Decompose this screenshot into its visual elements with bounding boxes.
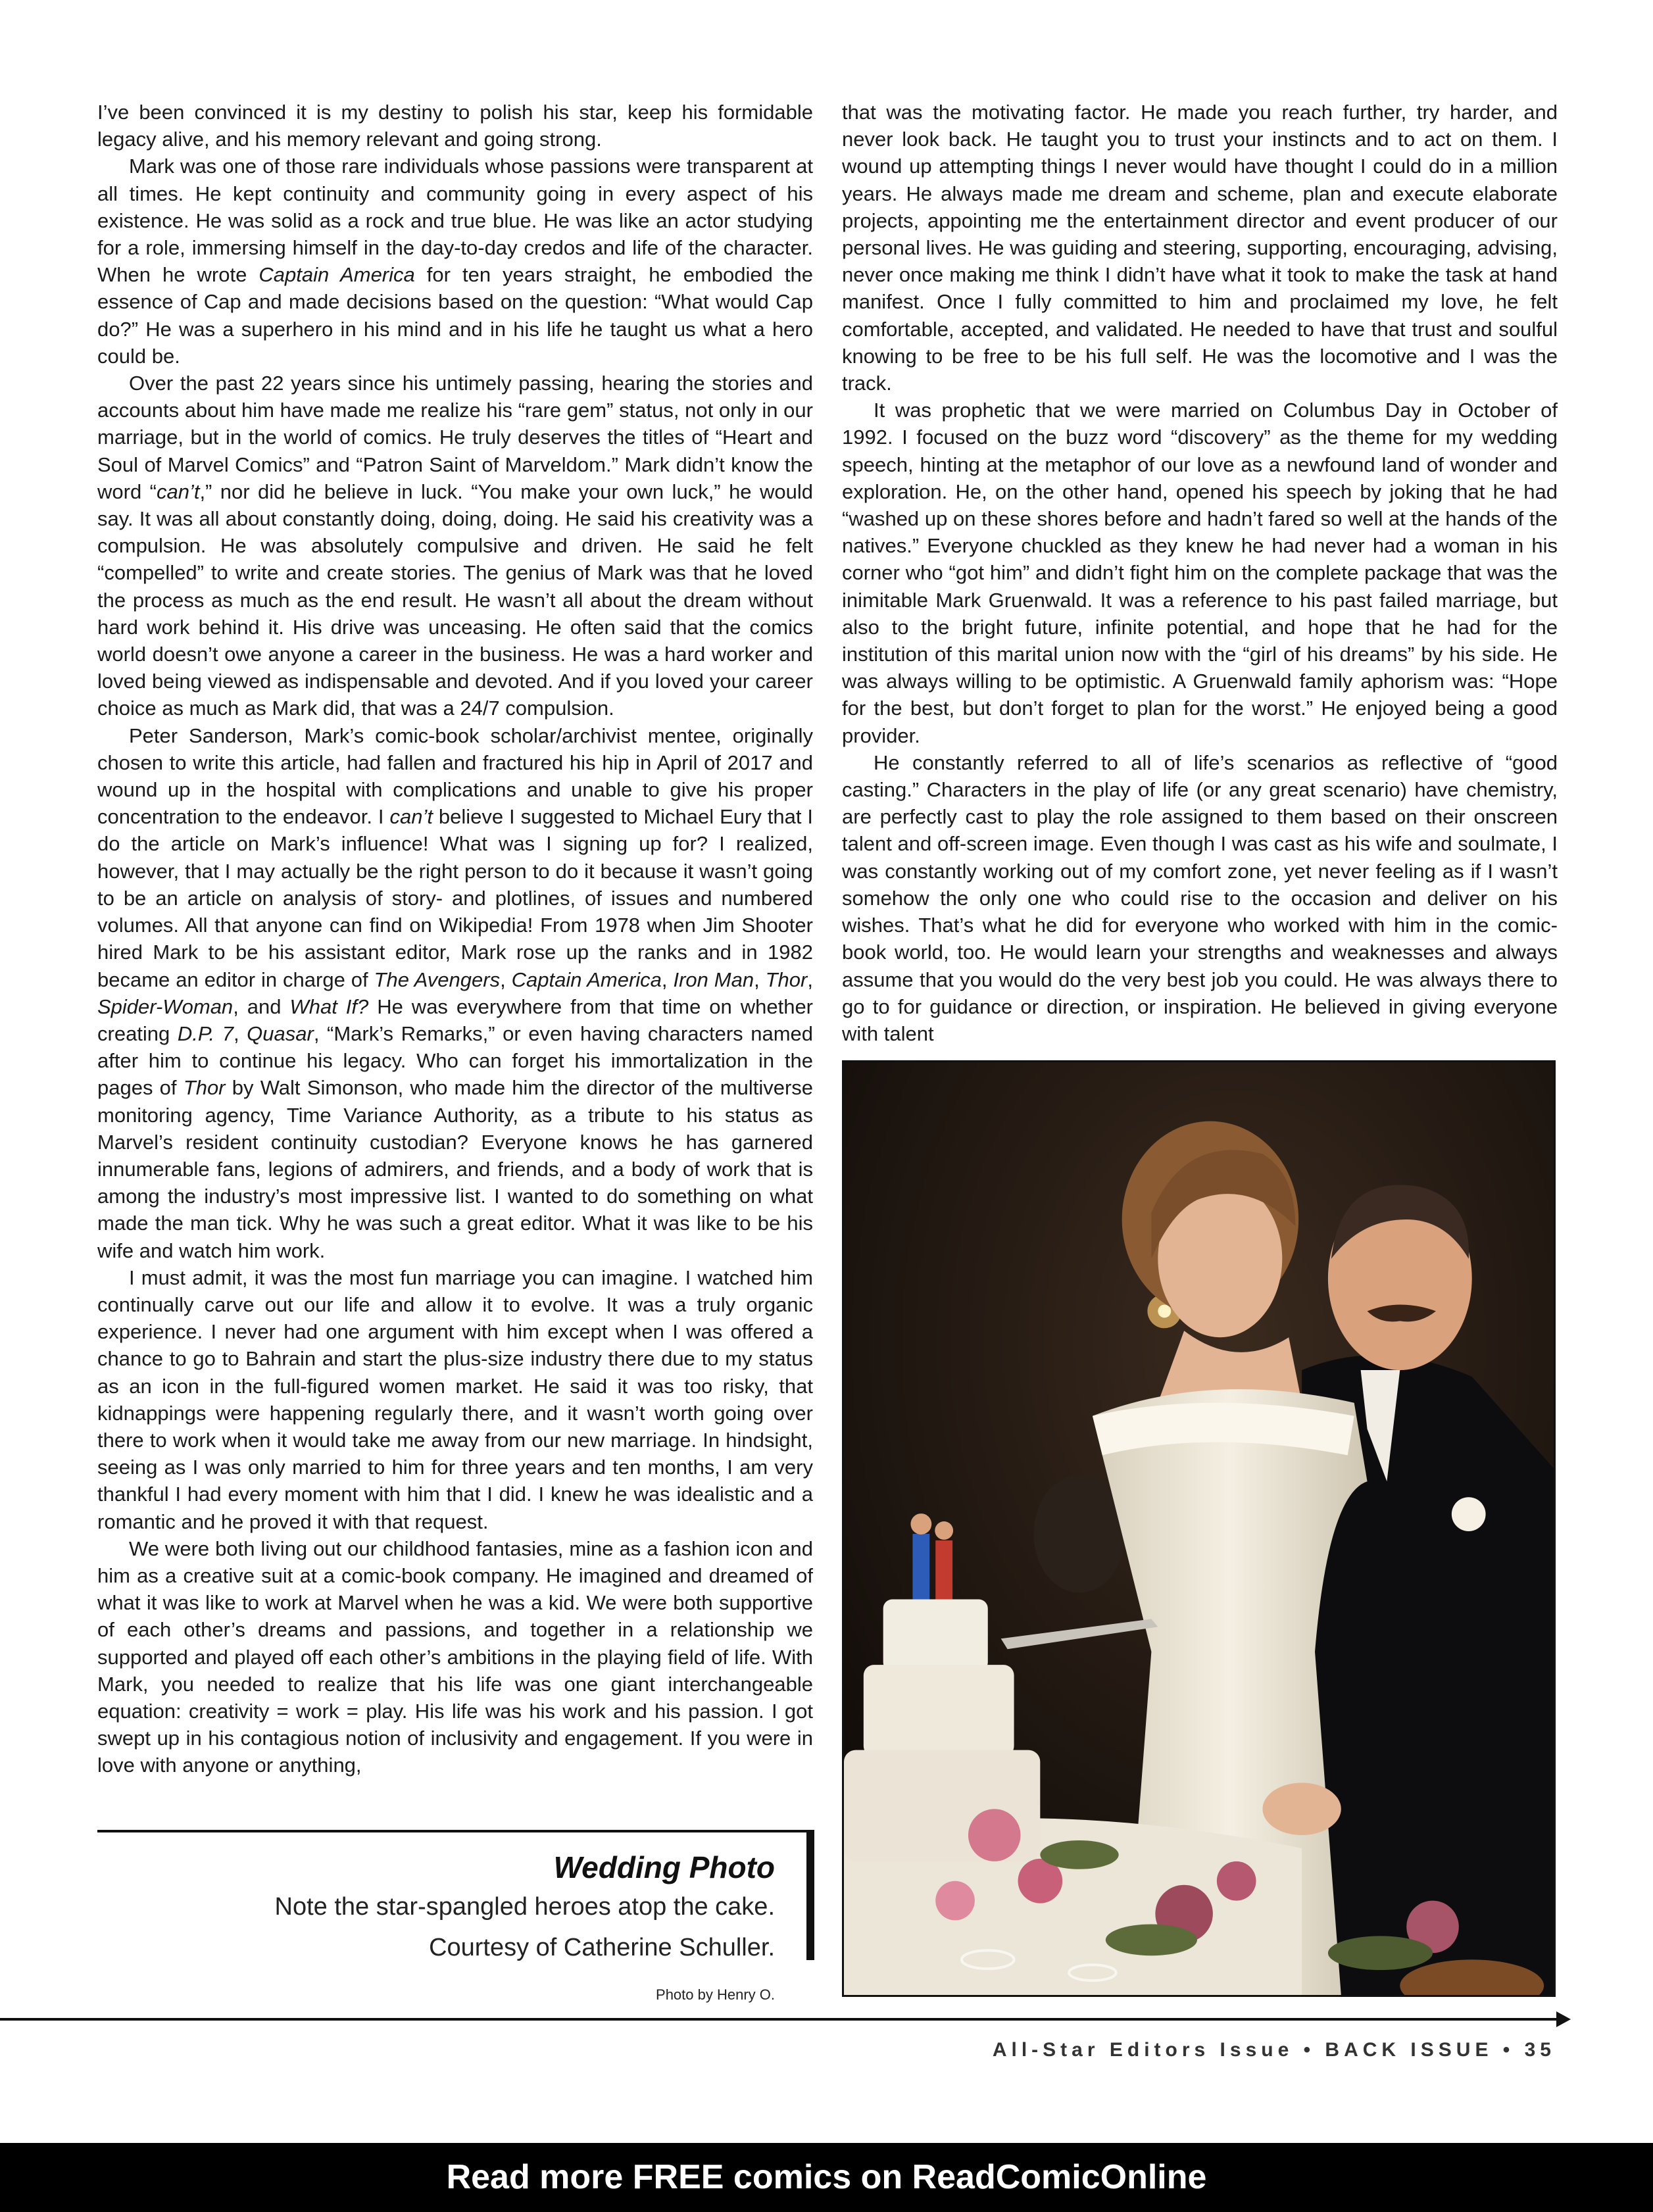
paragraph: We were both living out our childhood fantasies, mine as a fashion icon and him as a creative suit at a comic-book company. He imagined and dreamed of what it was like to work at Marvel when he was a kid. We were both supportive of each other’s dreams and passions, and together in a relationship we supported and played off each other’s ambitions in the playing field of life. With Mark, you needed to realize that his life was one giant interchangeable equation: creativity = work = play. His life was his work and his passion. I got swept up in his contagious notion of inclusivity and engagement. If you were in love with anyone or anything, — [97, 1536, 813, 1777]
footer-rule — [0, 2018, 1559, 2021]
paragraph: Peter Sanderson, Mark’s comic-book scholar/archivist mentee, originally chosen to write this article, had fallen and fractured his hip in April of 2017 and wound up in the hospital with complications and unable to give his proper concentration to the endeavor. I can’t believe I suggested to Michael Eury that I do the article on Mark’s influence! What was I signing up for? I realized, however, that I may actually be the right person to do it because it wasn’t going to be an article on analysis of story- and plotlines, of issues and numbered volumes. All that anyone can find on Wikipedia! From 1978 when Jim Shooter hired Mark to be his assistant editor, Mark rose up the ranks and in 1982 became an editor in charge of The Avengers, Captain America, Iron Man, Thor, Spider-Woman, and What If? He was everywhere from that time on whether creating D.P. 7, Quasar, “Mark’s Remarks,” or even having characters named after him to continue his legacy. Who can forget his immortalization in the pages of Thor by Walt Simonson, who made him the director of the multiverse monitoring agency, Time Variance Authority, as a tribute to his status as Marvel’s resident continuity custodian? Everyone knows he has garnered innumerable fans, legions of admirers, and friends, and a body of work that is among the industry’s most impressive list. I wanted to do something on what made the man tick. Why he was such a great editor. What it was like to be his wife and watch him work. — [97, 724, 814, 1262]
arrow-right-icon — [1556, 2011, 1571, 2027]
right-column — [842, 99, 1558, 1047]
wedding-photo-illustration — [844, 1062, 1554, 1995]
paragraph: I’ve been convinced it is my destiny to polish his star, keep his formidable legacy alive, and his memory relevant and going strong. — [97, 101, 813, 151]
page-folio: All-Star Editors Issue • BACK ISSUE • 35 — [992, 2039, 1556, 2061]
caption-text: Note the star-spangled heroes atop the cake. — [274, 1893, 775, 1921]
paragraph: Over the past 22 years since his untimely passing, hearing the stories and accounts about him have made me realize his “rare gem” status, not only in our marriage, but in the world of comics. He truly deserves the titles of “Heart and Soul of Marvel Comics” and “Patron Saint of Marveldom.” Mark didn’t know the word “can’t,” nor did he believe in luck. “You make your own luck,” he would say. It was all about constantly doing, doing, doing. He said his creativity was a compulsion. He was absolutely compulsive and driven. He said he felt “compelled” to write and create stories. The genius of Mark was that he loved the process as much as the end result. He wasn’t all about the dream without hard work behind it. His drive was unceasing. He often said that the comics world doesn’t owe anyone a career in the business. He was a hard worker and loved being viewed as indispensable and devoted. And if you loved your career choice as much as Mark did, that was a 24/7 compulsion. — [97, 372, 813, 720]
left-column — [97, 99, 813, 1779]
paragraph: It was prophetic that we were married on Columbus Day in October of 1992. I focused on the buzz word “discovery” as the theme for my wedding speech, hinting at the metaphor of our love as a newfound land of wonder and exploration. He, on the other hand, opened his speech by joking that he had “washed up on these shores before and hadn’t fared so well at the hands of the natives.” Everyone chuckled as they knew he had never had a woman in his corner who “got him” and didn’t fight him on the complete package that was the inimitable Mark Gruenwald. It was a reference to his past failed marriage, but also to the bright future, infinite potential, and hope that he had for the institution of this marital union now with the “girl of his dreams” by his side. He was always willing to be optimistic. A Gruenwald family aphorism was: “Hope for the best, but don’t forget to plan for the worst.” He enjoyed being a good provider. — [842, 399, 1558, 747]
wedding-photo — [842, 1060, 1556, 1997]
caption-text: Courtesy of Catherine Schuller. — [429, 1934, 775, 1961]
promo-banner[interactable]: Read more FREE comics on ReadComicOnline — [0, 2143, 1653, 2212]
caption-title: Wedding Photo — [553, 1850, 775, 1884]
paragraph: I must admit, it was the most fun marriage you can imagine. I watched him continually carve out our life and allow it to evolve. It was a truly organic experience. I never had one argument with him except when I was offered a chance to go to Bahrain and start the plus-size industry there due to my status as an icon in the full-figured women market. He said it was too risky, that kidnappings were happening regularly there, and it wasn’t worth going over there to work when it would take me away from our new marriage. In hindsight, seeing as I was only married to him for three years and ten months, I am very thankful I had every moment with him that I did. I knew he was idealistic and a romantic and he proved it with that request. — [97, 1266, 813, 1533]
caption-side-bar — [806, 1830, 814, 1960]
paragraph: that was the motivating factor. He made you reach further, try harder, and never look back. He taught you to trust your instincts and to act on them. I wound up attempting things I never would have thought I could do in a million years. He always made me dream and scheme, plan and execute elaborate projects, appointing me the entertainment director and event producer of our personal lives. He was guiding and steering, supporting, encouraging, advising, never once making me think I didn’t have what it took to make the task at hand manifest. Once I fully committed to him and proclaimed my love, he felt comfortable, accepted, and validated. He needed to have that trust and soulful knowing to be free to be his full self. He was the locomotive and I was the track. — [842, 101, 1558, 395]
caption-rule — [97, 1830, 813, 1832]
paragraph: Mark was one of those rare individuals whose passions were transparent at all times. He kept continuity and community going in every aspect of his existence. He was solid as a rock and true blue. He was like an actor studying for a role, immersing himself in the day-to-day credos and life of the character. When he wrote Captain America for ten years straight, he embodied the essence of Cap and made decisions based on the question: “What would Cap do?” He was a superhero in his mind and in his life he taught us what a hero could be. — [97, 155, 813, 368]
paragraph: He constantly referred to all of life’s scenarios as reflective of “good casting.” Characters in the play of life (or any great scenario) have chemistry, are perfectly cast to play the role assigned to them based on their onscreen talent and off-screen image. Even though I was cast as his wife and soulmate, I was constantly working out of my comfort zone, yet never feeling as if I wasn’t somehow the only one who could rise to the occasion and deliver on his wishes. That’s what he did for everyone who worked with him in the comic-book world, too. He would learn your strengths and weaknesses and always assume that you would do the very best job you could. He was always there to go to for guidance or direction, or inspiration. He believed in giving everyone with talent — [842, 750, 1558, 1045]
photo-credit: Photo by Henry O. — [656, 1986, 775, 2003]
